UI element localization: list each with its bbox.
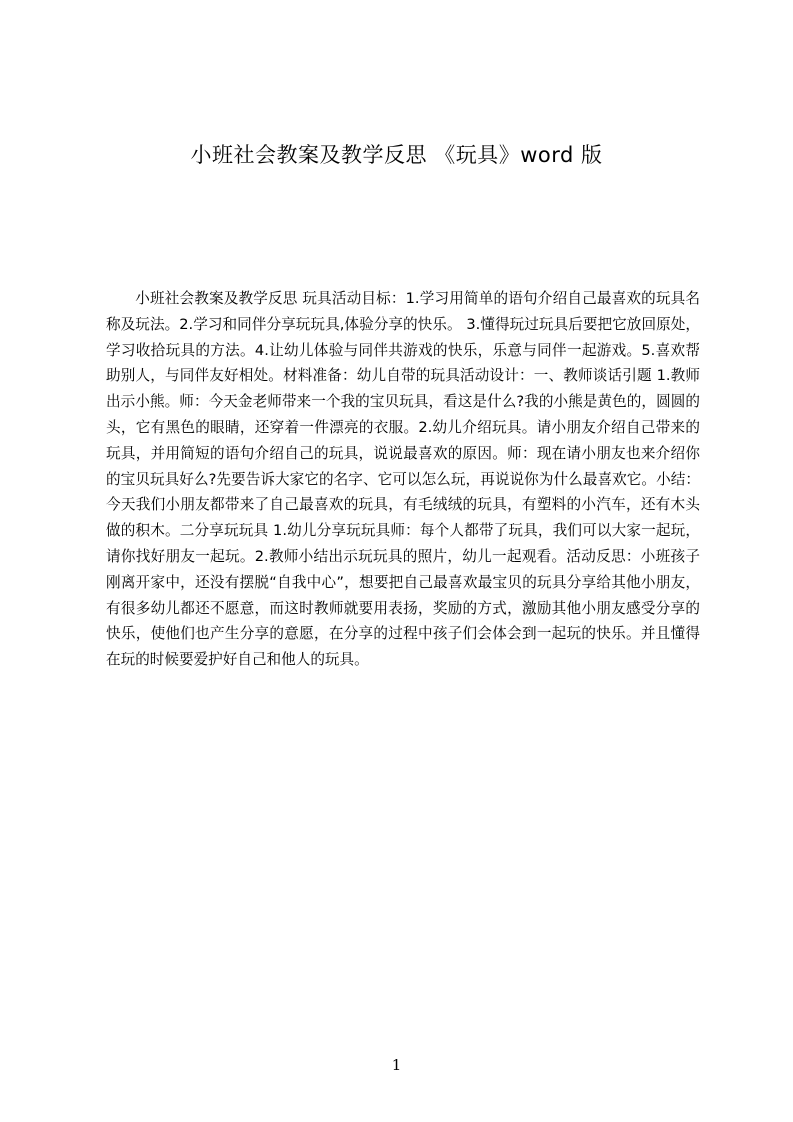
document-title: 小班社会教案及教学反思 《玩具》word 版 [190,143,603,167]
page-number: 1 [391,1056,402,1074]
document-body-paragraph: 小班社会教案及教学反思 玩具活动目标：1.学习用简单的语句介绍自己最喜欢的玩具名称及玩法。2.学习和同伴分享玩玩具,体验分享的快乐。 3.懂得玩过玩具后要把它放回原处，学习收拾玩具的方法。4.让幼儿体验与同伴共游戏的快乐，乐意与同伴一起游戏。5.喜欢帮助别人，与同伴友好相处。材料准备：幼儿自带的玩具活动设计：一、教师谈话引题 1.教师出示小熊。师：今天金老师带来一个我的宝贝玩具，看这是什么?我的小熊是黄色的，圆圆的头，它有黑色的眼睛，还穿着一件漂亮的衣服。2.幼儿介绍玩具。请小朋友介绍自己带来的玩具，并用简短的语句介绍自己的玩具，说说最喜欢的原因。师：现在请小朋友也来介绍你的宝贝玩具好么?先要告诉大家它的名字、它可以怎么玩，再说说你为什么最喜欢它。小结：今天我们小朋友都带来了自己最喜欢的玩具，有毛绒绒的玩具，有塑料的小汽车，还有木头做的积木。二分享玩玩具 1.幼儿分享玩玩具师：每个人都带了玩具，我们可以大家一起玩，请你找好朋友一起玩。2.教师小结出示玩玩具的照片，幼儿一起观看。活动反思：小班孩子刚离开家中，还没有摆脱“自我中心”，想要把自己最喜欢最宝贝的玩具分享给其他小朋友，有很多幼儿都还不愿意，而这时教师就要用表扬，奖励的方式，激励其他小朋友感受分享的快乐，使他们也产生分享的意愿，在分享的过程中孩子们会体会到一起玩的快乐。并且懂得在玩的时候要爱护好自己和他人的玩具。 [106,290,700,669]
